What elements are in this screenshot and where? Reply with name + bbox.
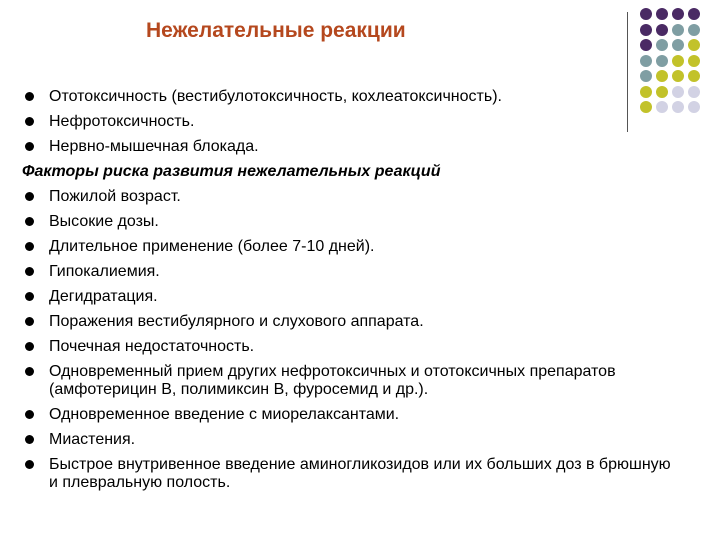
list-item (22, 313, 682, 331)
decorative-dot (688, 86, 700, 98)
slide-content (22, 88, 682, 499)
bullet-icon (25, 317, 34, 326)
decorative-dot (640, 39, 652, 51)
list-item (22, 263, 682, 281)
list-item-text: Нефротоксичность. (49, 113, 195, 130)
bullet-icon (25, 142, 34, 151)
decorative-dot (656, 55, 668, 67)
decorative-dot (672, 55, 684, 67)
list-item-text: Нервно-мышечная блокада. (49, 138, 259, 155)
bullet-icon (25, 192, 34, 201)
decorative-dot (688, 39, 700, 51)
list-item-text: Пожилой возраст. (49, 188, 181, 205)
list-item-text: Гипокалиемия. (49, 263, 160, 280)
list-item (22, 113, 682, 131)
bullet-icon (25, 92, 34, 101)
decorative-dot (640, 24, 652, 36)
bullet-icon (25, 117, 34, 126)
decorative-dot (688, 101, 700, 113)
decorative-dot (688, 55, 700, 67)
list-item-text: Ототоксичность (вестибулотоксичность, кохлеатоксичность). (49, 88, 502, 105)
decorative-dot (656, 70, 668, 82)
decorative-dot (656, 39, 668, 51)
decorative-dot (640, 55, 652, 67)
decorative-dot (656, 24, 668, 36)
bullet-icon (25, 242, 34, 251)
decorative-dot (640, 8, 652, 20)
slide-title: Нежелательные реакции (146, 19, 406, 42)
list-item (22, 88, 682, 106)
list-item-text: Быстрое внутривенное введение аминогликозидов или их больших доз в брюшную и плевральную полость. (49, 456, 671, 491)
decorative-dot (656, 8, 668, 20)
decorative-dot (640, 70, 652, 82)
list-item (22, 238, 682, 256)
list-item-text: Почечная недостаточность. (49, 338, 255, 355)
list-item-text: Высокие дозы. (49, 213, 159, 230)
list-item (22, 406, 682, 424)
bullet-icon (25, 435, 34, 444)
bullet-icon (25, 367, 34, 376)
list-item-text: Одновременный прием других нефротоксичных и ототоксичных препаратов (амфотерицин В, полимиксин В, фуросемид и др.). (49, 363, 616, 398)
decorative-dot (672, 70, 684, 82)
list-item (22, 188, 682, 206)
list-item-text: Миастения. (49, 431, 136, 448)
list-item (22, 431, 682, 449)
list-item (22, 363, 682, 399)
bullet-icon (25, 267, 34, 276)
list-item (22, 138, 682, 156)
bullet-icon (25, 410, 34, 419)
decorative-dot (672, 8, 684, 20)
bullet-icon (25, 342, 34, 351)
bullet-icon (25, 460, 34, 469)
bullet-icon (25, 292, 34, 301)
list-item (22, 338, 682, 356)
decorative-dot (672, 24, 684, 36)
bullet-icon (25, 217, 34, 226)
decorative-dot (688, 8, 700, 20)
list-item-text: Дегидратация. (49, 288, 158, 305)
list-item (22, 456, 682, 492)
risk-factors-heading: Факторы риска развития нежелательных реакций (22, 163, 441, 180)
list-item-text: Длительное применение (более 7-10 дней). (49, 238, 375, 255)
decorative-dot (688, 24, 700, 36)
decorative-dot (688, 70, 700, 82)
decorative-dot (672, 39, 684, 51)
list-item (22, 213, 682, 231)
list-item-text: Поражения вестибулярного и слухового аппарата. (49, 313, 424, 330)
list-item-text: Одновременное введение с миорелаксантами. (49, 406, 400, 423)
list-item (22, 288, 682, 306)
